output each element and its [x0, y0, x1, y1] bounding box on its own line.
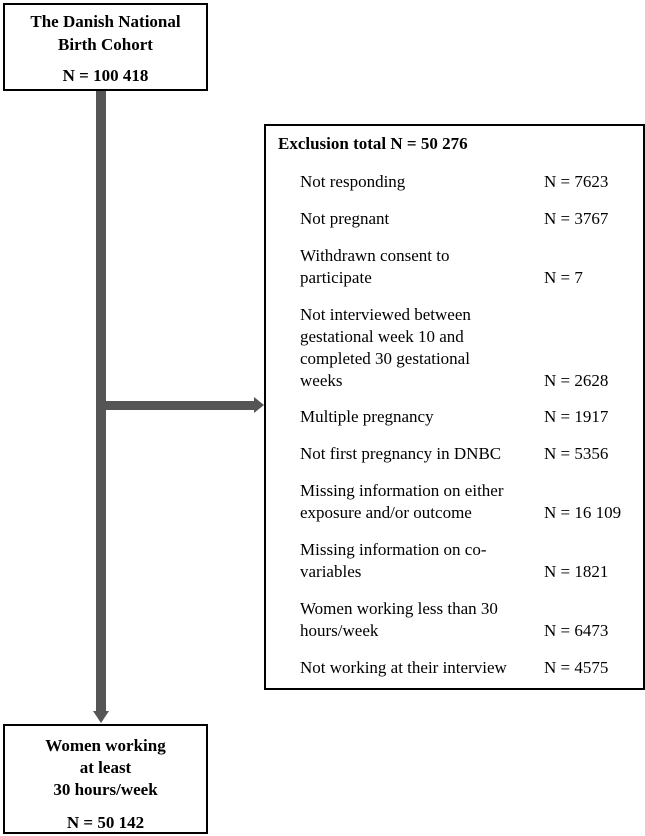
result-count: N = 50 142: [66, 813, 145, 832]
exclusion-item-count: N = 6473: [544, 621, 609, 640]
exclusion-item-count: N = 1917: [544, 407, 609, 426]
exclusion-item-label: Not pregnant: [300, 209, 390, 228]
exclusion-item: [300, 171, 630, 193]
cohort-count: N = 100 418: [62, 66, 149, 85]
result-title-line3: 30 hours/week: [53, 780, 158, 799]
exclusion-item-count: N = 5356: [544, 444, 609, 463]
exclusion-header: Exclusion total N = 50 276: [278, 134, 468, 153]
exclusion-item: [300, 443, 630, 465]
exclusion-box: [264, 124, 645, 690]
exclusion-item-label: Not interviewed between gestational week 10 and completed 30 gestational weeks: [300, 305, 471, 390]
exclusion-item: [300, 245, 630, 289]
exclusion-item-count: N = 4575: [544, 658, 609, 677]
arrow-down-icon: [93, 711, 109, 723]
exclusion-item-label: Missing information on either exposure and/or outcome: [300, 481, 504, 522]
arrow-right-icon: [254, 397, 264, 413]
exclusion-item-label: Withdrawn consent to participate: [300, 246, 450, 287]
result-title-line1: Women working: [45, 736, 166, 755]
exclusion-item-label: Multiple pregnancy: [300, 407, 434, 426]
cohort-box: [3, 3, 208, 91]
cohort-title-line2: Birth Cohort: [58, 35, 153, 54]
exclusion-item-label: Missing information on co-variables: [300, 540, 487, 581]
exclusion-item-count: N = 3767: [544, 209, 609, 228]
exclusion-item: [300, 598, 630, 642]
exclusion-item: [300, 406, 630, 428]
cohort-title-line1: The Danish National: [30, 12, 181, 31]
exclusion-item-count: N = 7623: [544, 172, 609, 191]
exclusion-item: [300, 208, 630, 230]
vertical-connector: [96, 91, 106, 711]
exclusion-item: [300, 539, 630, 583]
exclusion-item-label: Not working at their interview: [300, 658, 507, 677]
cohort-title: [5, 10, 206, 56]
exclusion-item-count: N = 2628: [544, 371, 609, 390]
horizontal-connector: [106, 401, 254, 410]
result-box: [3, 724, 208, 834]
result-title: [5, 735, 206, 801]
exclusion-item: [300, 657, 630, 679]
exclusion-item-label: Not responding: [300, 172, 406, 191]
exclusion-item-count: N = 7: [544, 268, 583, 287]
result-title-line2: at least: [79, 758, 132, 777]
exclusion-item: [300, 304, 630, 392]
exclusion-item-label: Not first pregnancy in DNBC: [300, 444, 502, 463]
exclusion-item-count: N = 16 109: [544, 503, 622, 522]
exclusion-item-label: Women working less than 30 hours/week: [300, 599, 498, 640]
exclusion-item-count: N = 1821: [544, 562, 609, 581]
exclusion-item: [300, 480, 630, 524]
